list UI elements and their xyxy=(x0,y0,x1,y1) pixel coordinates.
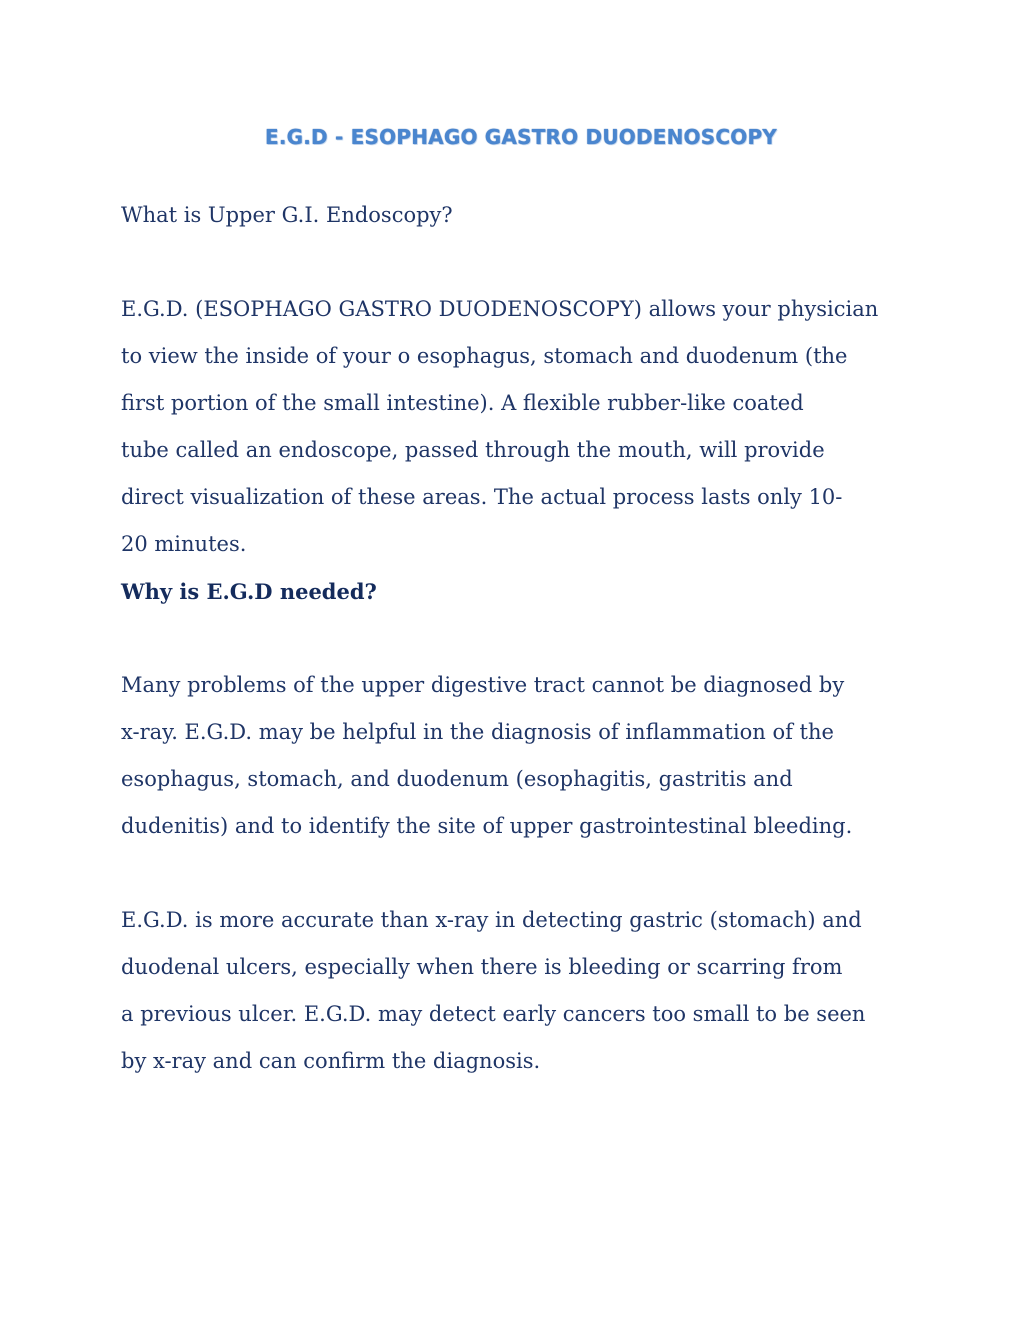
paragraph-line: E.G.D. (ESOPHAGO GASTRO DUODENOSCOPY) allows your physician xyxy=(121,297,879,321)
paragraph-line: by x-ray and can confirm the diagnosis. xyxy=(121,1049,541,1073)
heading-why-egd-needed: Why is E.G.D needed? xyxy=(121,579,377,604)
paragraph-line: 20 minutes. xyxy=(121,532,247,556)
paragraph-line: to view the inside of your o esophagus, stomach and duodenum (the xyxy=(121,344,848,368)
paragraph-line: dudenitis) and to identify the site of upper gastrointestinal bleeding. xyxy=(121,814,853,838)
paragraph-line: tube called an endoscope, passed through the mouth, will provide xyxy=(121,438,825,462)
paragraph-diagnosis xyxy=(121,662,921,850)
paragraph-line: esophagus, stomach, and duodenum (esophagitis, gastritis and xyxy=(121,767,793,791)
paragraph-line: first portion of the small intestine). A flexible rubber-like coated xyxy=(121,391,804,415)
paragraph-accuracy xyxy=(121,897,921,1085)
paragraph-line: direct visualization of these areas. The actual process lasts only 10- xyxy=(121,485,843,509)
paragraph-line: Many problems of the upper digestive tract cannot be diagnosed by xyxy=(121,673,845,697)
document-title: E.G.D - ESOPHAGO GASTRO DUODENOSCOPY xyxy=(264,125,777,149)
question-what-is-endoscopy: What is Upper G.I. Endoscopy? xyxy=(121,203,453,227)
paragraph-line: duodenal ulcers, especially when there is bleeding or scarring from xyxy=(121,955,843,979)
paragraph-line: a previous ulcer. E.G.D. may detect early cancers too small to be seen xyxy=(121,1002,866,1026)
paragraph-line: E.G.D. is more accurate than x-ray in detecting gastric (stomach) and xyxy=(121,908,862,932)
document-body xyxy=(121,120,921,1085)
paragraph-egd-description xyxy=(121,286,921,568)
paragraph-line: x-ray. E.G.D. may be helpful in the diagnosis of inflammation of the xyxy=(121,720,834,744)
